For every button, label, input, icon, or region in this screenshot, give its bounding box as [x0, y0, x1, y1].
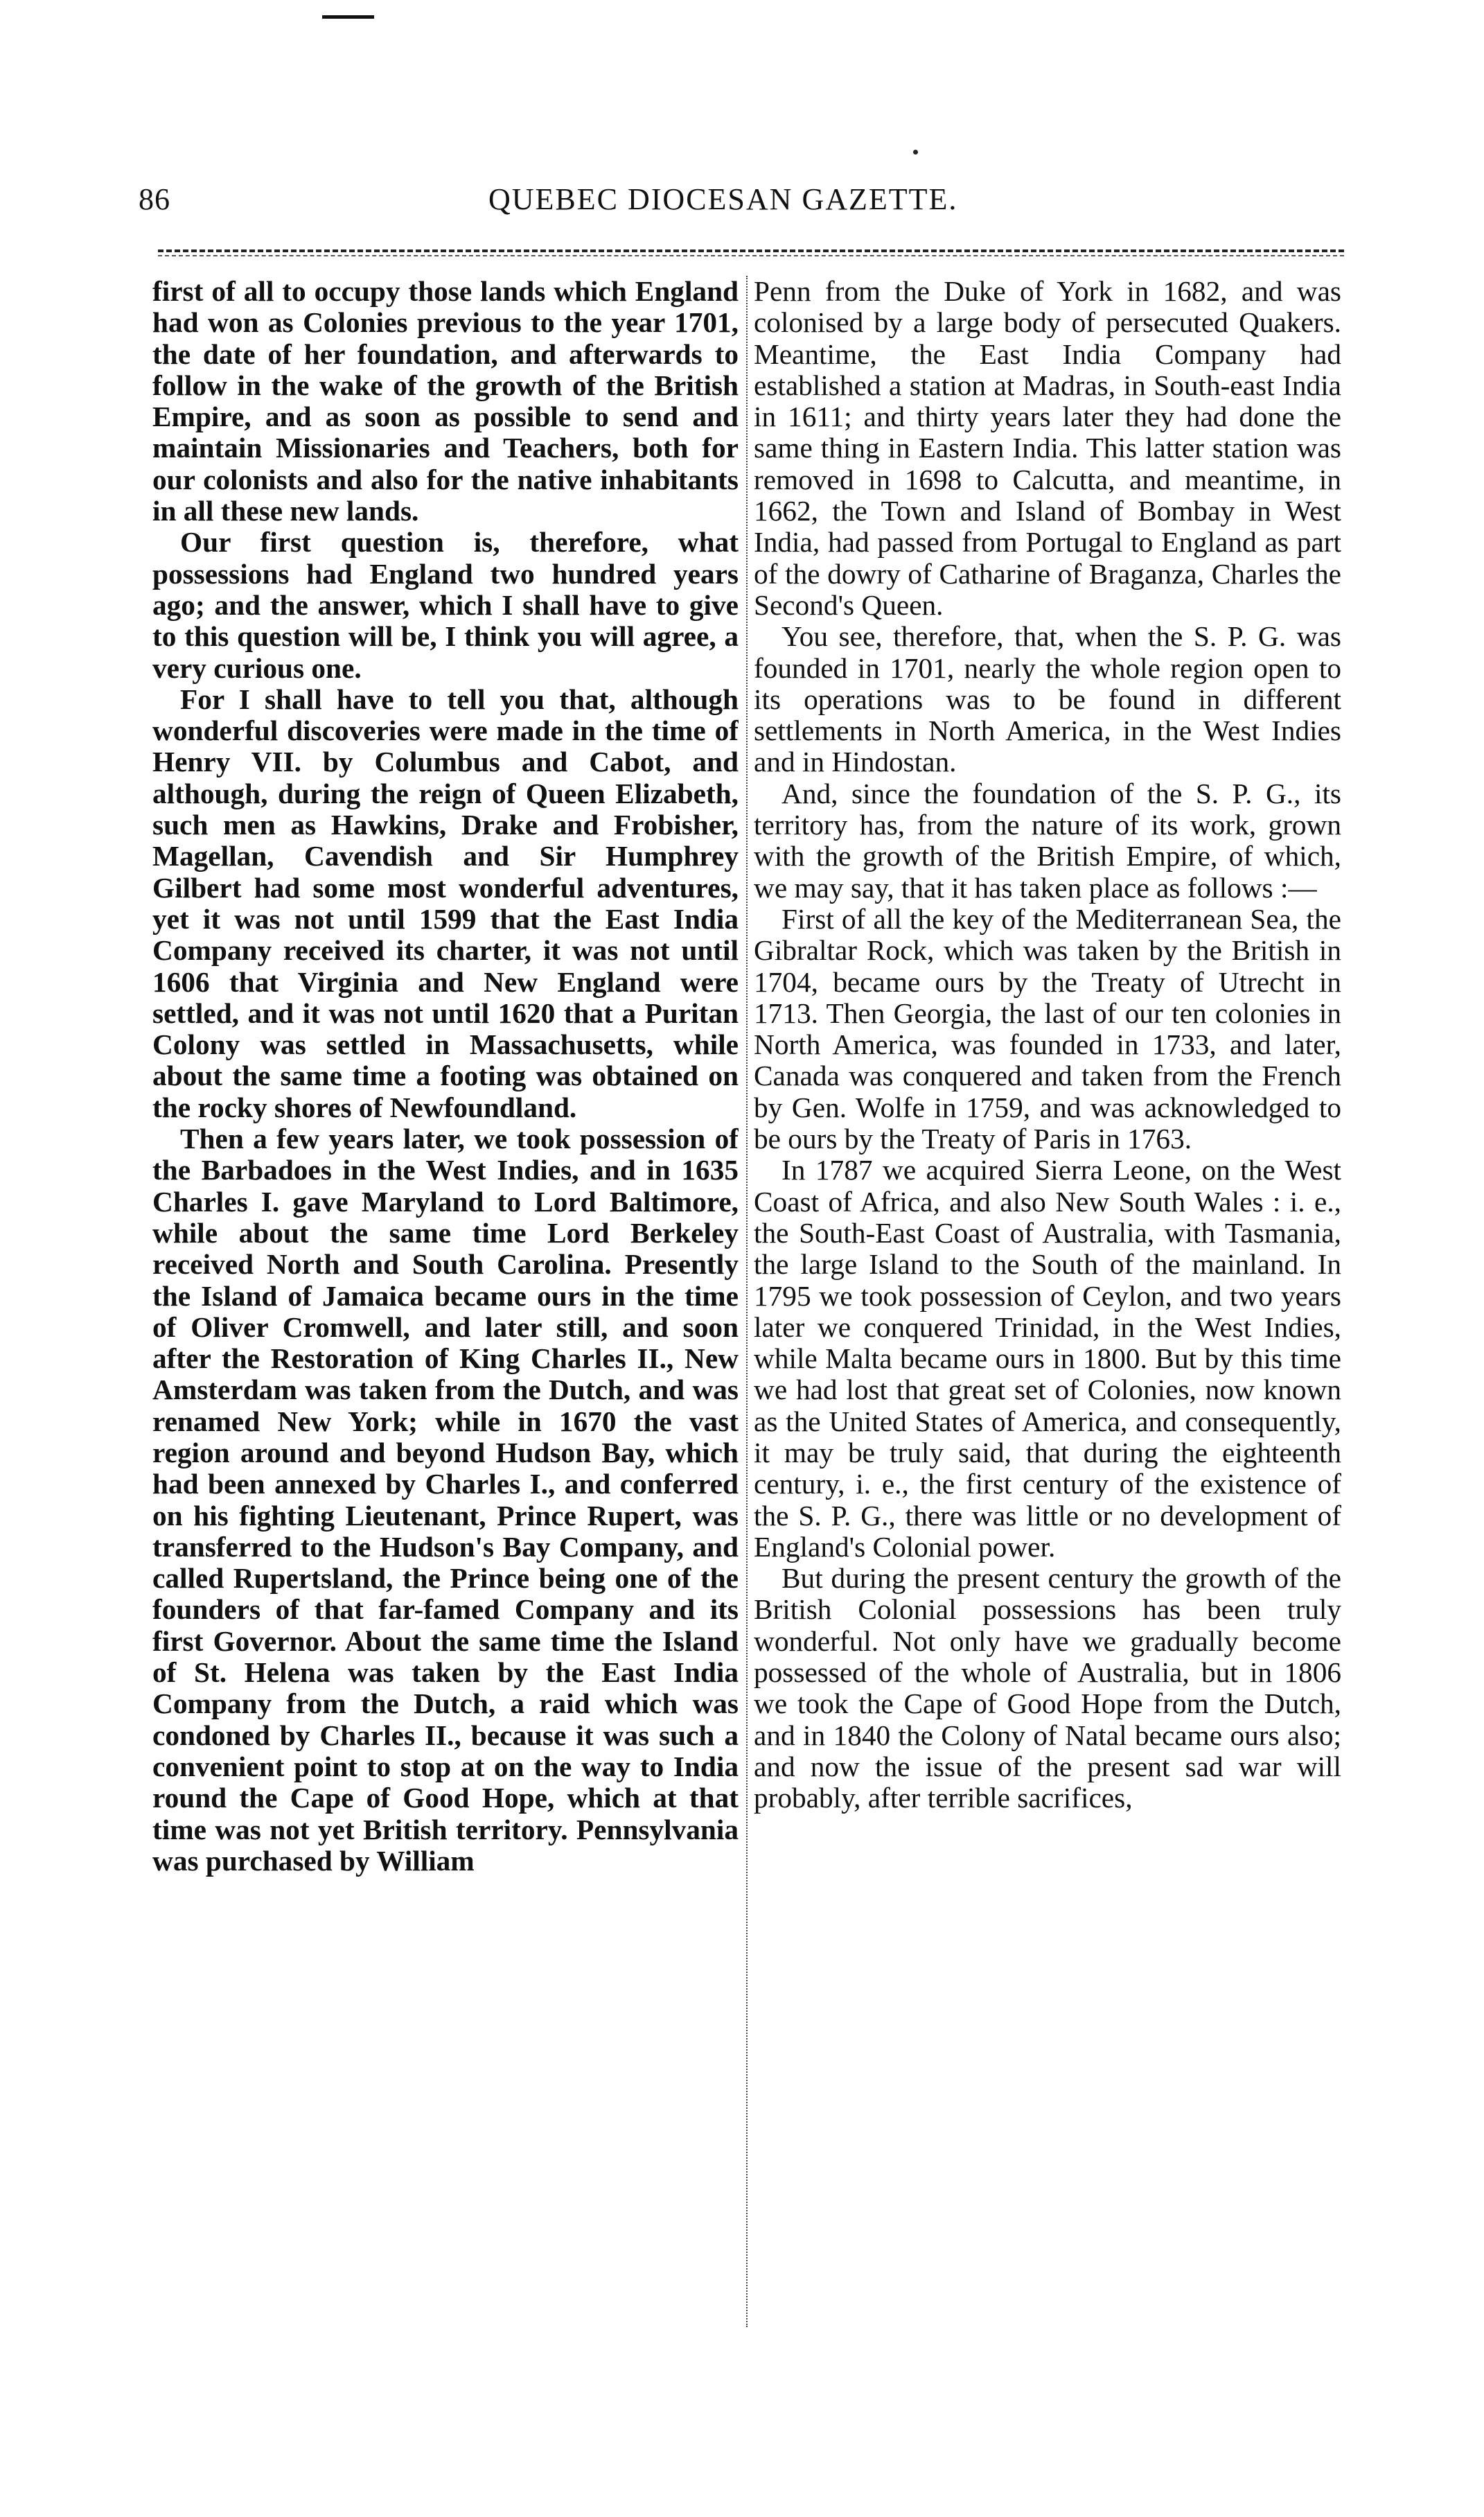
top-rule	[322, 15, 374, 19]
paragraph: first of all to occupy those lands which England had won as Colonies previous to the year 1701, the date of her foundation, and afterwards to follow in the wake of the growth of the British Empire, and as soon as possible to send and maintain Missionaries and Teachers, both for our colonists and also for the native inhabitants in all these new lands.	[152, 276, 739, 527]
paragraph: For I shall have to tell you that, although wonderful discoveries were made in the time of Henry VII. by Columbus and Cabot, and although, during the reign of Queen Elizabeth, such men as Hawkins, Drake and Frobisher, Magellan, Cavendish and Sir Humphrey Gilbert had some most wonderful adventures, yet it was not until 1599 that the East India Company received its charter, it was not until 1606 that Virginia and New England were settled, and it was not until 1620 that a Puritan Colony was settled in Massachusetts, while about the same time a footing was obtained on the rocky shores of Newfoundland.	[152, 683, 739, 1123]
print-speck	[913, 150, 918, 155]
paragraph: You see, therefore, that, when the S. P. G. was founded in 1701, nearly the whole region open to its operations was to be found in different settlements in North America, in the West Indies and in Hindostan.	[754, 620, 1341, 778]
paragraph: First of all the key of the Mediterranean Sea, the Gibraltar Rock, which was taken by the British in 1704, became ours by the Treaty of Utrecht in 1713. Then Georgia, the last of our ten colonies in North America, was founded in 1733, and later, Canada was conquered and taken from the French by Gen. Wolfe in 1759, and was acknowledged to be ours by the Treaty of Paris in 1763.	[754, 902, 1341, 1155]
header-rule	[158, 249, 1344, 252]
paragraph: Our first question is, therefore, what possessions had England two hundred years ago; and the answer, which I shall have to give to this question will be, I think you will agree, a very curious one.	[152, 526, 739, 684]
left-column	[152, 276, 739, 2355]
paragraph: In 1787 we acquired Sierra Leone, on the West Coast of Africa, and also New South Wales : i. e., the South-East Coast of Australia, with Tasmania, the large Island to the South of the mainland. In 1795 we took possession of Ceylon, and two years later we conquered Trinidad, in the West Indies, while Malta became ours in 1800. But by this time we had lost that great set of Colonies, now known as the United States of America, and consequently, it may be truly said, that during the eighteenth century, i. e., the first century of the existence of the S. P. G., there was little or no development of England's Colonial power.	[754, 1154, 1341, 1563]
page-number: 86	[139, 182, 170, 216]
column-divider	[746, 276, 748, 2327]
right-column	[754, 276, 1341, 2355]
header-rule-secondary	[158, 255, 1344, 256]
paragraph: But during the present century the growth of the British Colonial possessions has been truly wonderful. Not only have we gradually become possessed of the whole of Australia, but in 1806 we took the Cape of Good Hope from the Dutch, and in 1840 the Colony of Natal became ours also; and now the issue of the present sad war will probably, after terrible sacrifices,	[754, 1562, 1341, 1814]
running-head-title: QUEBEC DIOCESAN GAZETTE.	[488, 182, 958, 216]
paragraph: And, since the foundation of the S. P. G., its territory has, from the nature of its work, grown with the growth of the British Empire, of which, we may say, that it has taken place as follows :—	[754, 777, 1341, 904]
paragraph: Penn from the Duke of York in 1682, and was colonised by a large body of persecuted Quakers. Meantime, the East India Company had established a station at Madras, in South-east India in 1611; and thirty years later they had done the same thing in Eastern India. This latter station was removed in 1698 to Calcutta, and meantime, in 1662, the Town and Island of Bombay in West India, had passed from Portugal to England as part of the dowry of Catharine of Braganza, Charles the Second's Queen.	[754, 276, 1341, 621]
paragraph: Then a few years later, we took possession of the Barbadoes in the West Indies, and in 1635 Charles I. gave Maryland to Lord Baltimore, while about the same time Lord Berkeley received North and South Carolina. Presently the Island of Jamaica became ours in the time of Oliver Cromwell, and later still, and soon after the Restoration of King Charles II., New Amsterdam was taken from the Dutch, and was renamed New York; while in 1670 the vast region around and beyond Hudson Bay, which had been annexed by Charles I., and conferred on his fighting Lieutenant, Prince Rupert, was transferred to the Hudson's Bay Company, and called Rupertsland, the Prince being one of the founders of that far-famed Company and its first Governor. About the same time the Island of St. Helena was taken by the East India Company from the Dutch, a raid which was condoned by Charles II., because it was such a convenient point to stop at on the way to India round the Cape of Good Hope, which at that time was not yet British territory. Pennsylvania was purchased by William	[152, 1123, 739, 1877]
